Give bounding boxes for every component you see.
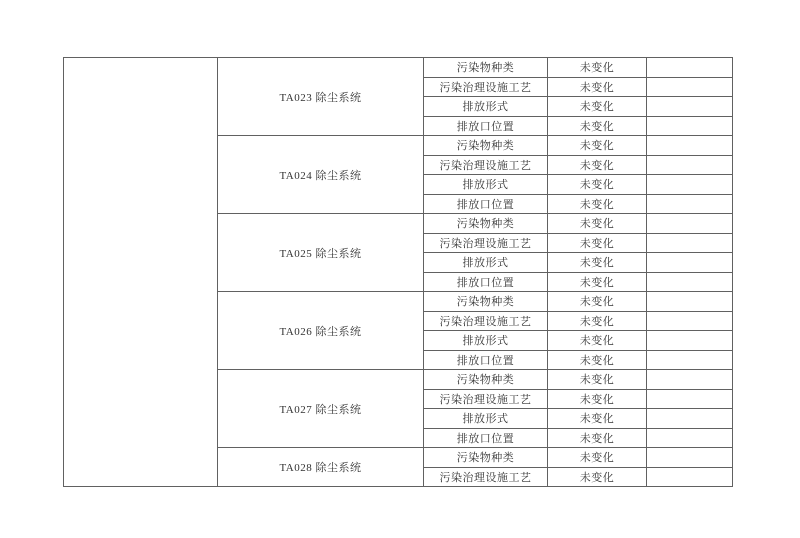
change-status-cell: 未变化 [548,409,647,429]
change-status-cell: 未变化 [548,428,647,448]
parameter-label-cell: 污染治理设施工艺 [424,467,548,487]
table-row [64,58,733,78]
remark-empty-cell [647,292,733,312]
change-table-body [64,58,733,487]
parameter-label-cell: 排放口位置 [424,428,548,448]
parameter-label-cell: 污染治理设施工艺 [424,389,548,409]
parameter-label-cell: 排放口位置 [424,350,548,370]
system-name-cell: TA026 除尘系统 [218,292,424,370]
change-status-cell: 未变化 [548,389,647,409]
parameter-label-cell: 污染治理设施工艺 [424,155,548,175]
change-status-cell: 未变化 [548,467,647,487]
remark-empty-cell [647,155,733,175]
system-name-cell: TA028 除尘系统 [218,448,424,487]
parameter-label-cell: 排放口位置 [424,194,548,214]
parameter-label-cell: 排放形式 [424,175,548,195]
remark-empty-cell [647,350,733,370]
change-status-cell: 未变化 [548,97,647,117]
parameter-label-cell: 污染治理设施工艺 [424,311,548,331]
parameter-label-cell: 污染物种类 [424,58,548,78]
parameter-label-cell: 污染治理设施工艺 [424,77,548,97]
change-status-cell: 未变化 [548,214,647,234]
change-status-cell: 未变化 [548,272,647,292]
parameter-label-cell: 污染物种类 [424,370,548,390]
remark-empty-cell [647,116,733,136]
remark-empty-cell [647,58,733,78]
change-status-cell: 未变化 [548,350,647,370]
left-merged-empty-cell [64,58,218,487]
change-status-cell: 未变化 [548,370,647,390]
remark-empty-cell [647,214,733,234]
remark-empty-cell [647,467,733,487]
parameter-label-cell: 污染物种类 [424,136,548,156]
change-status-cell: 未变化 [548,175,647,195]
parameter-label-cell: 排放形式 [424,253,548,273]
system-name-cell: TA025 除尘系统 [218,214,424,292]
remark-empty-cell [647,97,733,117]
remark-empty-cell [647,389,733,409]
remark-empty-cell [647,370,733,390]
change-status-cell: 未变化 [548,194,647,214]
remark-empty-cell [647,428,733,448]
change-status-cell: 未变化 [548,58,647,78]
remark-empty-cell [647,77,733,97]
system-name-cell: TA023 除尘系统 [218,58,424,136]
parameter-label-cell: 排放口位置 [424,116,548,136]
remark-empty-cell [647,272,733,292]
remark-empty-cell [647,409,733,429]
parameter-label-cell: 污染治理设施工艺 [424,233,548,253]
change-status-cell: 未变化 [548,253,647,273]
change-status-cell: 未变化 [548,448,647,468]
change-status-cell: 未变化 [548,311,647,331]
remark-empty-cell [647,175,733,195]
remark-empty-cell [647,448,733,468]
parameter-label-cell: 排放形式 [424,331,548,351]
remark-empty-cell [647,233,733,253]
parameter-label-cell: 污染物种类 [424,448,548,468]
change-status-cell: 未变化 [548,331,647,351]
pollution-change-table [63,57,733,487]
remark-empty-cell [647,136,733,156]
change-status-cell: 未变化 [548,77,647,97]
change-status-cell: 未变化 [548,136,647,156]
parameter-label-cell: 排放形式 [424,97,548,117]
change-status-cell: 未变化 [548,116,647,136]
change-status-cell: 未变化 [548,292,647,312]
remark-empty-cell [647,311,733,331]
change-status-cell: 未变化 [548,155,647,175]
parameter-label-cell: 排放形式 [424,409,548,429]
remark-empty-cell [647,331,733,351]
parameter-label-cell: 污染物种类 [424,214,548,234]
remark-empty-cell [647,194,733,214]
parameter-label-cell: 排放口位置 [424,272,548,292]
system-name-cell: TA024 除尘系统 [218,136,424,214]
change-status-cell: 未变化 [548,233,647,253]
parameter-label-cell: 污染物种类 [424,292,548,312]
system-name-cell: TA027 除尘系统 [218,370,424,448]
remark-empty-cell [647,253,733,273]
